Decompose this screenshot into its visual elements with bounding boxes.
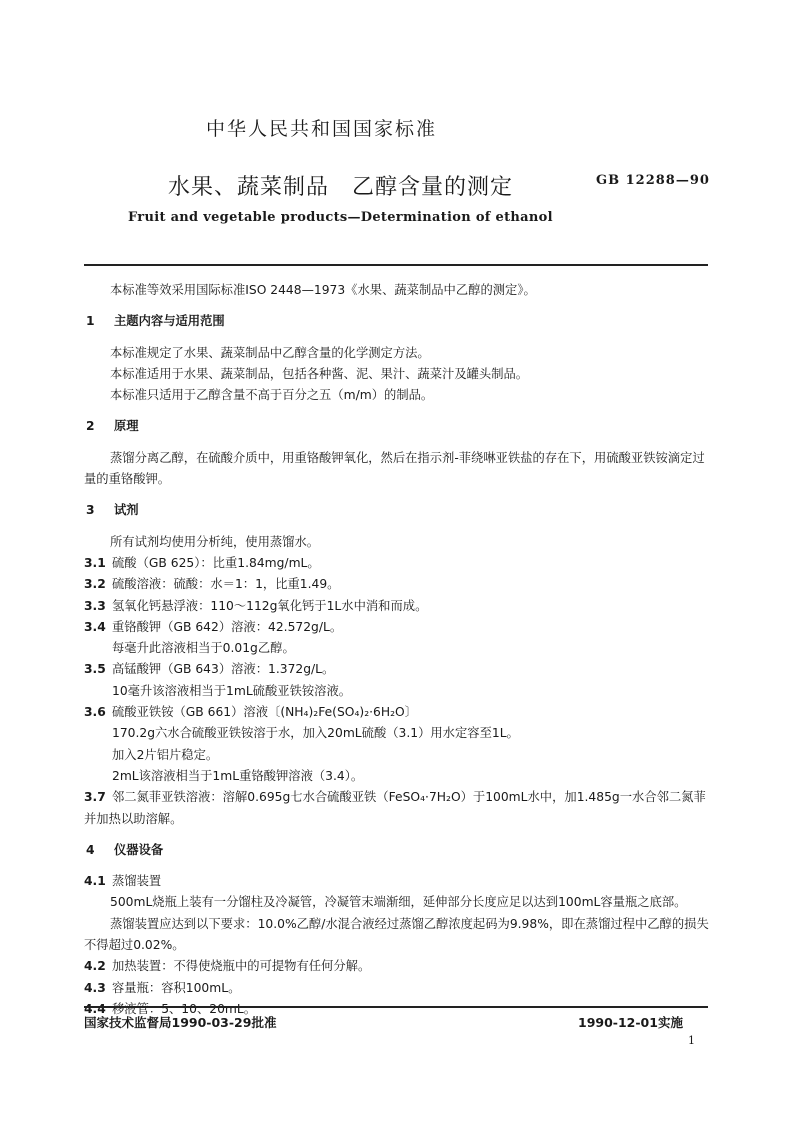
section-number: 2 bbox=[86, 419, 95, 434]
reagent-note: 2mL该溶液相当于1mL重铬酸钾溶液（3.4）。 bbox=[112, 768, 364, 783]
reagent-item bbox=[84, 553, 712, 574]
item-number: 4.3 bbox=[84, 980, 106, 995]
page-number: 1 bbox=[688, 1034, 695, 1047]
item-number: 3.6 bbox=[84, 705, 106, 720]
reagent-item bbox=[84, 702, 712, 723]
scope-line: 本标准规定了水果、蔬菜制品中乙醇含量的化学测定方法。 bbox=[110, 345, 430, 360]
item-text: 移液管：5、10、20mL。 bbox=[112, 1001, 257, 1016]
item-number: 4.1 bbox=[84, 874, 106, 889]
section-title: 原理 bbox=[114, 419, 139, 434]
approval-date: 国家技术监督局1990-03-29批准 bbox=[84, 1015, 277, 1030]
section-title: 主题内容与适用范围 bbox=[114, 314, 225, 329]
item-text: 高锰酸钾（GB 643）溶液：1.372g/L。 bbox=[112, 662, 335, 677]
item-text: 加热装置：不得使烧瓶中的可提物有任何分解。 bbox=[112, 959, 371, 974]
item-number: 3.3 bbox=[84, 598, 106, 613]
document-title-chinese: 水果、蔬菜制品 乙醇含量的测定 bbox=[168, 175, 514, 200]
reagent-item bbox=[84, 574, 712, 595]
footer-divider bbox=[84, 1006, 708, 1008]
issuing-organization: 中华人民共和国国家标准 bbox=[206, 118, 438, 140]
principle-text: 蒸馏分离乙醇，在硫酸介质中，用重铬酸钾氧化，然后在指示剂-菲绕啉亚铁盐的存在下，用硫酸亚铁铵滴定过量的重铬酸钾。 bbox=[84, 450, 705, 487]
equipment-text: 500mL烧瓶上装有一分馏柱及冷凝管，冷凝管末端渐细，延伸部分长度应足以达到100mL容量瓶之底部。 bbox=[110, 895, 687, 910]
document-title-english: Fruit and vegetable products—Determination of ethanol bbox=[128, 210, 553, 225]
item-number: 3.7 bbox=[84, 790, 106, 805]
reagent-item bbox=[84, 787, 712, 830]
item-text: 硫酸溶液：硫酸：水＝1：1，比重1.49。 bbox=[112, 577, 340, 592]
item-text: 邻二氮菲亚铁溶液：溶解0.695g七水合硫酸亚铁（FeSO₄·7H₂O）于100mL水中，加1.485g一水合邻二氮菲并加热以助溶解。 bbox=[84, 790, 706, 826]
item-text: 容量瓶：容积100mL。 bbox=[112, 980, 241, 995]
section-heading-3 bbox=[84, 500, 712, 521]
reagent-note: 170.2g六水合硫酸亚铁铵溶于水，加入20mL硫酸（3.1）用水定容至1L。 bbox=[112, 726, 519, 741]
equipment-paragraph bbox=[84, 892, 712, 913]
reagent-lead: 所有试剂均使用分析纯，使用蒸馏水。 bbox=[110, 534, 320, 549]
item-number: 3.2 bbox=[84, 577, 106, 592]
scope-line: 本标准适用于水果、蔬菜制品，包括各种酱、泥、果汁、蔬菜汁及罐头制品。 bbox=[110, 366, 529, 381]
item-number: 3.1 bbox=[84, 555, 106, 570]
item-number: 3.4 bbox=[84, 619, 106, 634]
section-heading-1 bbox=[84, 311, 712, 332]
effective-date: 1990-12-01实施 bbox=[578, 1015, 683, 1030]
section-heading-4 bbox=[84, 840, 712, 861]
item-number: 3.5 bbox=[84, 662, 106, 677]
standard-code: GB 12288—90 bbox=[596, 173, 710, 188]
reagent-item bbox=[84, 596, 712, 617]
header-divider bbox=[84, 264, 708, 266]
item-text: 硫酸（GB 625）：比重1.84mg/mL。 bbox=[112, 555, 320, 570]
item-number: 4.2 bbox=[84, 959, 106, 974]
reagent-item bbox=[84, 659, 712, 680]
item-text: 重铬酸钾（GB 642）溶液：42.572g/L。 bbox=[112, 619, 343, 634]
reagent-note: 每毫升此溶液相当于0.01g乙醇。 bbox=[112, 641, 295, 656]
item-text: 硫酸亚铁铵（GB 661）溶液〔(NH₄)₂Fe(SO₄)₂·6H₂O〕 bbox=[112, 705, 418, 720]
equipment-item bbox=[84, 956, 712, 977]
section-number: 1 bbox=[86, 314, 95, 329]
intro-paragraph: 本标准等效采用国际标准ISO 2448—1973《水果、蔬菜制品中乙醇的测定》。 bbox=[110, 283, 536, 297]
section-title: 试剂 bbox=[114, 503, 139, 518]
reagent-item bbox=[84, 617, 712, 638]
principle-paragraph bbox=[84, 448, 712, 491]
section-number: 4 bbox=[86, 842, 95, 857]
equipment-item bbox=[84, 871, 712, 892]
scope-line: 本标准只适用于乙醇含量不高于百分之五（m/m）的制品。 bbox=[110, 388, 434, 403]
section-heading-2 bbox=[84, 416, 712, 437]
section-title: 仪器设备 bbox=[114, 842, 164, 857]
item-number: 4.4 bbox=[84, 1001, 106, 1016]
document-body bbox=[84, 280, 712, 1020]
reagent-note: 10毫升该溶液相当于1mL硫酸亚铁铵溶液。 bbox=[112, 683, 352, 698]
equipment-paragraph bbox=[84, 914, 712, 957]
item-text: 蒸馏装置 bbox=[112, 874, 162, 889]
equipment-text: 蒸馏装置应达到以下要求：10.0%乙醇/水混合液经过蒸馏乙醇浓度起码为9.98%，即在蒸馏过程中乙醇的损失不得超过0.02%。 bbox=[84, 916, 709, 953]
item-text: 氢氧化钙悬浮液：110～112g氧化钙于1L水中消和而成。 bbox=[112, 598, 428, 613]
equipment-item bbox=[84, 978, 712, 999]
section-number: 3 bbox=[86, 503, 95, 518]
reagent-note: 加入2片铝片稳定。 bbox=[112, 747, 219, 762]
